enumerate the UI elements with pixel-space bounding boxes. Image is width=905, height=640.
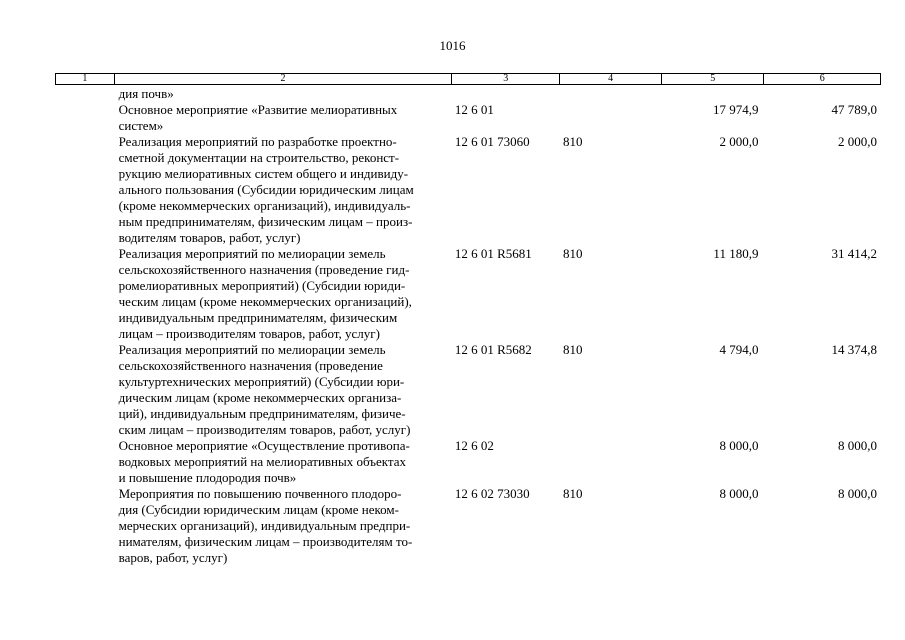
row-amount-1: 11 180,9 bbox=[713, 246, 759, 261]
row-expense-type bbox=[559, 102, 661, 134]
row-name: Реализация мероприятий по разработке проектно- сметной документации на строительство, реконст- рукцию мелиоративных систем общего и индивиду- ального пользования (Субсидии юридическим лицам (кроме некоммерческих организаций), индивидуаль- ным предпринимателям, физическим лицам – произ- водителям товаров, работ, услуг) bbox=[118, 134, 414, 245]
row-amount-2: 47 789,0 bbox=[831, 102, 877, 117]
column-header-6: 6 bbox=[819, 73, 825, 84]
row-expense-type: 810 bbox=[563, 246, 583, 261]
row-amount-1: 8 000,0 bbox=[719, 486, 759, 501]
row-amount-1: 4 794,0 bbox=[719, 342, 759, 357]
row-code bbox=[451, 86, 559, 102]
table-row bbox=[55, 246, 881, 342]
row-code: 12 6 01 73060 bbox=[454, 134, 530, 149]
column-header-4: 4 bbox=[560, 74, 662, 84]
row-index-cell bbox=[55, 134, 114, 246]
row-code: 12 6 02 73030 bbox=[454, 486, 530, 501]
row-expense-type: 810 bbox=[563, 486, 583, 501]
row-amount-2: 8 000,0 bbox=[837, 486, 877, 501]
row-code: 12 6 01 R5682 bbox=[454, 342, 532, 357]
row-amount-1 bbox=[661, 86, 764, 102]
table-row bbox=[55, 342, 881, 438]
row-expense-type: 810 bbox=[563, 342, 583, 357]
row-amount-2: 8 000,0 bbox=[837, 438, 877, 453]
column-header-5: 5 bbox=[662, 74, 765, 84]
row-name: дия почв» bbox=[118, 86, 174, 101]
row-amount-2: 31 414,2 bbox=[831, 246, 877, 261]
table-row bbox=[55, 102, 881, 134]
row-amount-2 bbox=[763, 86, 881, 102]
column-header-2: 2 bbox=[115, 74, 452, 84]
row-index-cell bbox=[55, 486, 114, 566]
row-amount-1: 2 000,0 bbox=[719, 134, 759, 149]
row-expense-type bbox=[559, 438, 661, 486]
row-name: Основное мероприятие «Развитие мелиоративных систем» bbox=[118, 102, 398, 133]
row-index-cell bbox=[55, 438, 114, 486]
row-name: Основное мероприятие «Осуществление противопа- водковых мероприятий на мелиоративных объектах и повышение плодородия почв» bbox=[118, 438, 410, 485]
table-row bbox=[55, 486, 881, 566]
table-row bbox=[55, 438, 881, 486]
row-name: Реализация мероприятий по мелиорации земель сельскохозяйственного назначения (проведение гид- ромелиоративных мероприятий) (Субсидии юриди- ческим лицам (кроме некоммерческих организаций), индивидуальным предпринимателям, физическим лицам – производителям товаров, работ, услуг) bbox=[118, 246, 412, 341]
row-index-cell bbox=[55, 342, 114, 438]
column-header-1: 1 bbox=[56, 74, 115, 84]
row-index-cell bbox=[55, 246, 114, 342]
table-row bbox=[55, 86, 881, 102]
row-amount-1: 8 000,0 bbox=[719, 438, 759, 453]
table-header bbox=[55, 73, 881, 85]
row-expense-type: 810 bbox=[563, 134, 583, 149]
row-amount-2: 14 374,8 bbox=[831, 342, 877, 357]
row-code: 12 6 01 R5681 bbox=[454, 246, 532, 261]
table-row bbox=[55, 134, 881, 246]
row-index-cell bbox=[55, 86, 114, 102]
row-index-cell bbox=[55, 102, 114, 134]
column-header-3: 3 bbox=[452, 74, 560, 84]
row-code: 12 6 02 bbox=[454, 438, 494, 453]
row-amount-2: 2 000,0 bbox=[837, 134, 877, 149]
row-name: Реализация мероприятий по мелиорации земель сельскохозяйственного назначения (проведение культуртехнических мероприятий) (Субсидии юри- дическим лицам (кроме некоммерческих организа- ций), индивидуальным предпринимателям, физиче- ским лицам – производителям товаров, работ, услуг) bbox=[118, 342, 411, 437]
row-name: Мероприятия по повышению почвенного плодоро- дия (Субсидии юридическим лицам (кроме неком- мерческих организаций), индивидуальным предпри- нимателям, физическим лицам – производителям то- варов, работ, услуг) bbox=[118, 486, 413, 565]
row-code: 12 6 01 bbox=[454, 102, 494, 117]
page-number: 1016 bbox=[439, 38, 466, 53]
table-body bbox=[55, 86, 881, 566]
row-expense-type bbox=[559, 86, 661, 102]
row-amount-1: 17 974,9 bbox=[712, 102, 759, 117]
